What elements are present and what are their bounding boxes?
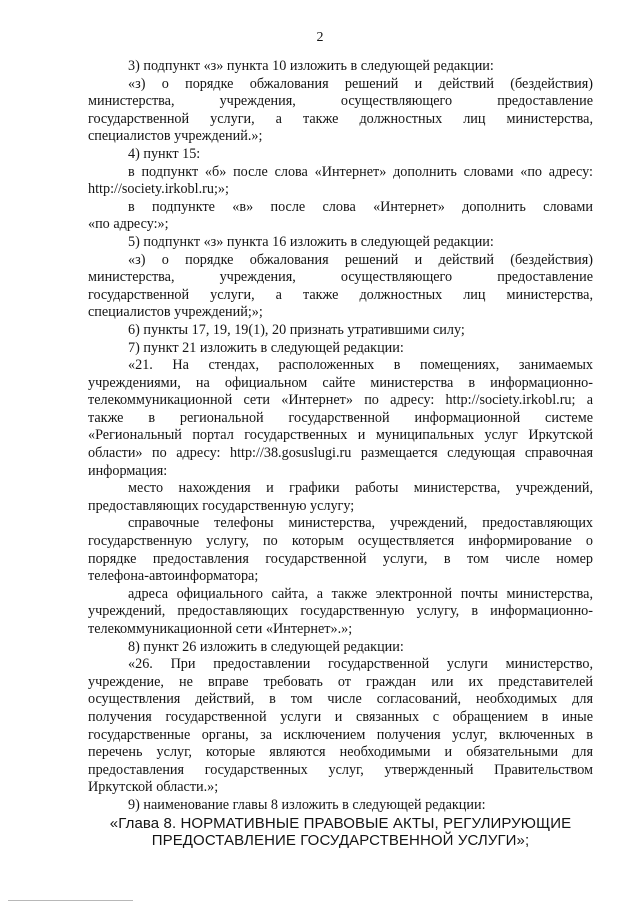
text-line: 6) пункты 17, 19, 19(1), 20 признать утратившими силу; (128, 321, 465, 338)
text-line: «Региональный портал государственных и муниципальных услуг Иркутской (88, 427, 593, 444)
text-line: области» по адресу: http://38.gosuslugi.ru размещается следующая справочная (88, 445, 593, 462)
text-line: телекоммуникационной сети «Интернет».»; (88, 621, 353, 637)
text-line: справочные телефоны министерства, учреждений, предоставляющих (128, 515, 593, 532)
footer-rule (8, 900, 133, 901)
text-line: осуществления действий, в том числе согласований, необходимых для (88, 691, 593, 708)
text-line: Иркутской области.»; (88, 779, 219, 796)
text-line: 4) пункт 15: (128, 145, 201, 162)
text-line: место нахождения и графики работы министерства, учреждений, (128, 480, 593, 497)
text-line: адреса официального сайта, а также электронной почты министерства, (128, 585, 593, 602)
text-line: информация: (88, 462, 168, 479)
text-line: предоставления государственных услуг, утвержденный Правительством (88, 761, 593, 778)
text-line: ПРЕДОСТАВЛЕНИЕ ГОСУДАРСТВЕННОЙ УСЛУГИ»; (151, 832, 530, 850)
text-line: специалистов учреждений.»; (88, 128, 263, 145)
text-line: 5) подпункт «з» пункта 16 изложить в следующей редакции: (128, 233, 494, 250)
text-line: «по адресу:»; (88, 216, 169, 233)
text-line: «Глава 8. НОРМАТИВНЫЕ ПРАВОВЫЕ АКТЫ, РЕГУЛИРУЮЩИЕ (109, 814, 572, 832)
text-line: предоставляющих государственную услугу; (88, 497, 355, 514)
text-line: перечень услуг, которые являются необходимыми и обязательными для (88, 744, 593, 761)
page-number: 2 (316, 30, 324, 45)
text-line: порядке предоставления государственной услуги, в том числе номер (88, 550, 593, 567)
text-line: министерства, учреждения, осуществляющего предоставление (88, 269, 593, 286)
text-line: «з) о порядке обжалования решений и действий (бездействия) (128, 251, 593, 268)
text-line: http://society.irkobl.ru;»; (88, 181, 229, 198)
text-line: 3) подпункт «з» пункта 10 изложить в следующей редакции: (128, 58, 494, 74)
text-line: специалистов учреждений;»; (88, 304, 263, 321)
text-line: учреждение, не вправе требовать от граждан или их представителей (88, 673, 593, 690)
text-line: «з) о порядке обжалования решений и действий (бездействия) (128, 75, 593, 92)
text-line: государственной услуги, а также должностных лиц министерства, (88, 110, 593, 127)
text-line: 7) пункт 21 изложить в следующей редакции: (128, 339, 404, 356)
text-line: 9) наименование главы 8 изложить в следующей редакции: (128, 796, 486, 813)
text-line: государственной услуги, а также должностных лиц министерства, (88, 286, 593, 303)
text-line: 8) пункт 26 изложить в следующей редакции: (128, 638, 404, 655)
text-line: также в региональной государственной информационной системе (88, 409, 593, 426)
text-line: в подпункт «б» после слова «Интернет» дополнить словами «по адресу: (128, 163, 593, 180)
text-line: в подпункте «в» после слова «Интернет» дополнить словами (128, 198, 593, 215)
text-line: «26. При предоставлении государственной услуги министерство, (128, 656, 593, 673)
text-line: министерства, учреждения, осуществляющего предоставление (88, 93, 593, 110)
text-line: «21. На стендах, расположенных в помещениях, занимаемых (128, 357, 593, 374)
text-line: учреждениями, на официальном сайте министерства в информационно- (88, 374, 593, 391)
document-body (88, 58, 593, 850)
text-line: телекоммуникационной сети «Интернет» по адресу: http://society.irkobl.ru; а (88, 392, 593, 409)
text-line: телефона-автоинформатора; (88, 568, 259, 585)
text-line: получения государственной услуги и связанных с обращением в иные (88, 708, 593, 725)
text-line: учреждений, предоставляющих государственную услугу, в информационно- (88, 603, 593, 620)
text-line: государственные органы, за исключением получения услуг, включенных в (88, 726, 593, 743)
text-line: государственную услугу, по которым осуществляется информирование о (88, 533, 593, 550)
